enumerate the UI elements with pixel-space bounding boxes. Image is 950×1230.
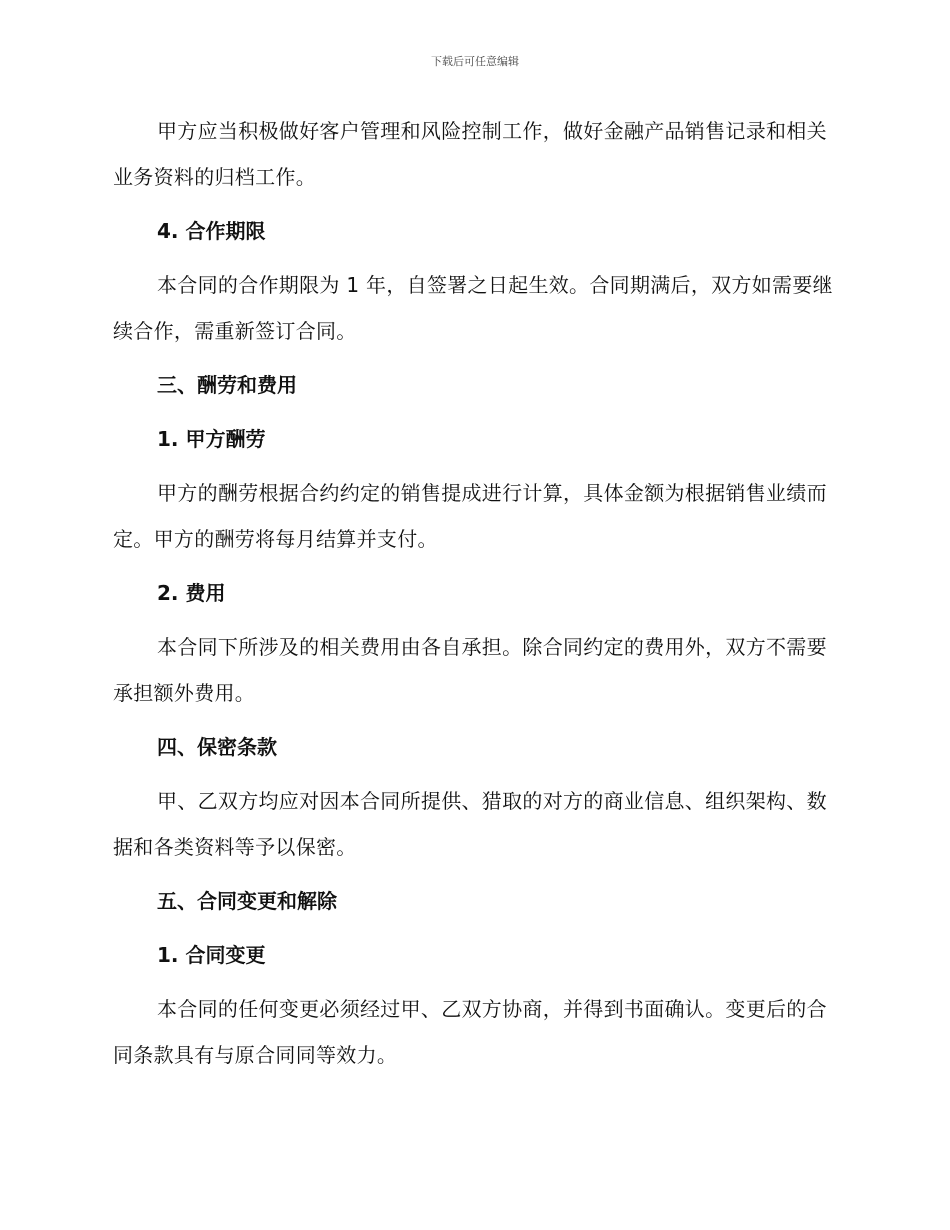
paragraph-confidentiality: 甲、乙双方均应对因本合同所提供、猎取的对方的商业信息、组织架构、数据和各类资料等予以保密。 <box>113 789 827 859</box>
paragraph-expenses: 本合同下所涉及的相关费用由各自承担。除合同约定的费用外，双方不需要承担额外费用。 <box>113 635 827 705</box>
paragraph-cooperation-term: 本合同的合作期限为 1 年，自签署之日起生效。合同期满后，双方如需要继续合作，需重新签订合同。 <box>113 273 833 343</box>
heading-cooperation-term: 4. 合作期限 <box>157 219 266 243</box>
heading-section-remuneration: 三、酬劳和费用 <box>157 373 297 397</box>
page-header: 下载后可任意编辑 <box>431 55 519 68</box>
paragraph-archive-duty: 甲方应当积极做好客户管理和风险控制工作，做好金融产品销售记录和相关业务资料的归档工作。 <box>113 119 827 189</box>
heading-expenses: 2. 费用 <box>157 581 226 605</box>
heading-contract-change: 1. 合同变更 <box>157 943 266 967</box>
heading-section-confidentiality: 四、保密条款 <box>157 735 277 759</box>
paragraph-party-a-remuneration: 甲方的酬劳根据合约约定的销售提成进行计算，具体金额为根据销售业绩而定。甲方的酬劳将每月结算并支付。 <box>113 481 827 551</box>
document-body <box>113 108 837 1086</box>
heading-section-change-termination: 五、合同变更和解除 <box>157 889 337 913</box>
paragraph-contract-change: 本合同的任何变更必须经过甲、乙双方协商，并得到书面确认。变更后的合同条款具有与原合同同等效力。 <box>113 997 827 1067</box>
heading-party-a-remuneration: 1. 甲方酬劳 <box>157 427 266 451</box>
